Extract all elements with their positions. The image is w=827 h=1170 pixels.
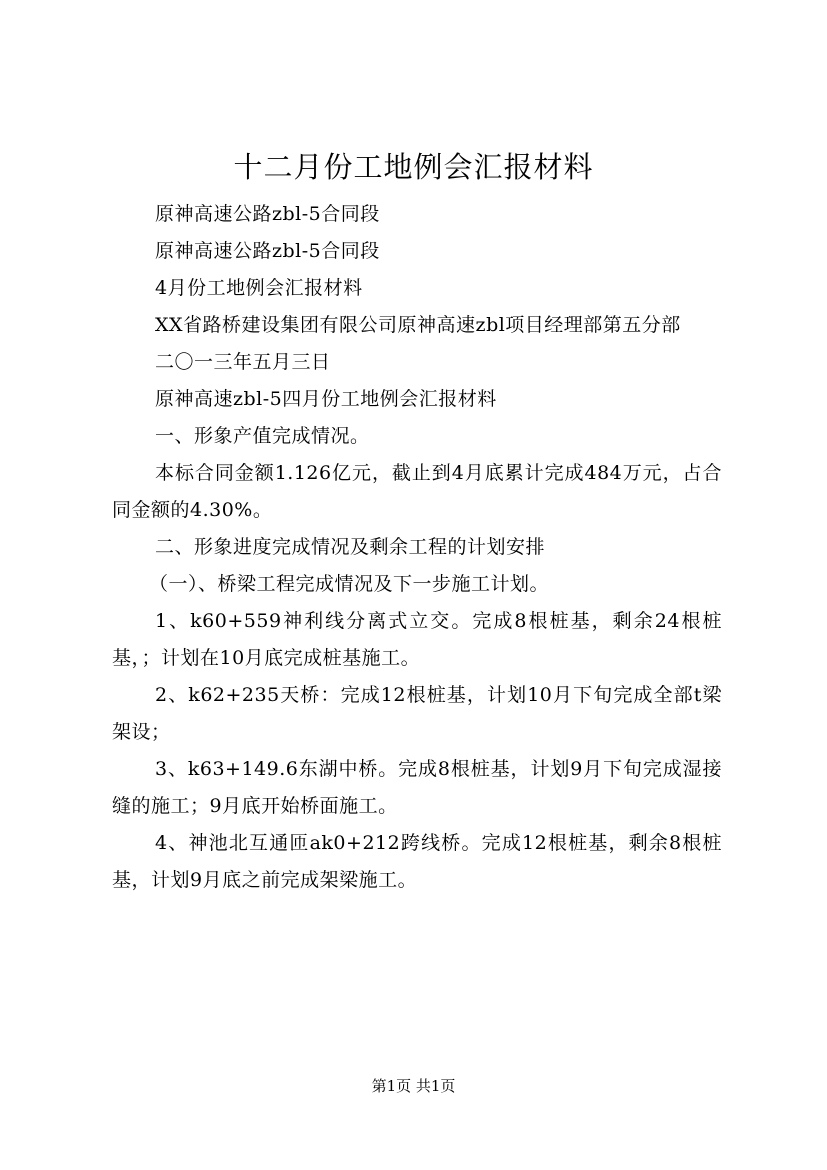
document-title: 十二月份工地例会汇报材料 [233,150,594,184]
section-heading-2: 二、形象进度完成情况及剩余工程的计划安排 [155,536,546,558]
page-footer: 第1页 共1页 [371,1077,456,1095]
section-heading-1: 一、形象产值完成情况。 [155,425,370,447]
list-item-3: 3、k63+149.6东湖中桥。完成8根桩基，计划9月下旬完成湿接缝的施工；9月底开始桥面施工。 [112,758,722,817]
paragraph-3: 4月份工地例会汇报材料 [155,277,363,299]
paragraph-1: 原神高速公路zbl-5合同段 [155,203,380,225]
paragraph-4: XX省路桥建设集团有限公司原神高速zbl项目经理部第五分部 [155,314,681,336]
list-item-4: 4、神池北互通匝ak0+212跨线桥。完成12根桩基，剩余8根桩基，计划9月底之前完成架梁施工。 [112,832,722,891]
paragraph-6: 原神高速zbl-5四月份工地例会汇报材料 [155,388,497,410]
paragraph-5: 二〇一三年五月三日 [155,351,331,373]
list-item-2: 2、k62+235天桥：完成12根桩基，计划10月下旬完成全部t梁架设； [112,684,722,743]
paragraph-7: 本标合同金额1.126亿元，截止到4月底累计完成484万元，占合同金额的4.30%。 [112,462,722,521]
list-item-1: 1、k60+559神利线分离式立交。完成8根桩基，剩余24根桩基，；计划在10月底完成桩基施工。 [112,610,722,669]
paragraph-2: 原神高速公路zbl-5合同段 [155,240,380,262]
subsection-heading-1: （一）、桥梁工程完成情况及下一步施工计划。 [149,573,550,595]
document-body [112,196,722,899]
